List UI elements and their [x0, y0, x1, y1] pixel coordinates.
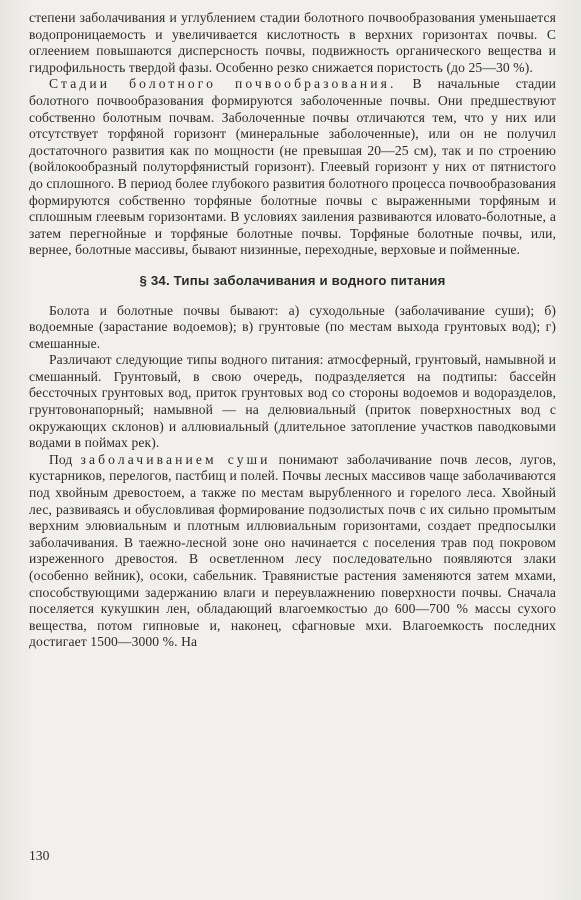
- spaced-term: Стадии болотного почвообразования.: [49, 76, 397, 92]
- section-heading: § 34. Типы заболачивания и водного питания: [139, 272, 446, 288]
- paragraph-2-text: В начальные стадии болотного почвообразования формируются заболоченные почвы. Они предшествуют собственно болотным почвам. Заболоченные почвы отличаются тем, что у них или отсутствует торфяной горизонт (минеральные заболоченные), или он не получил достаточного развития как по мощности (не превышая 20—25 см), так и по строению (войлокообразный полуторфянистый горизонт). Глеевый горизонт у них от пятнистого до сплошного. В период более глубокого развития болотного процесса почвообразования формируются собственно торфяные болотные почвы с выраженными торфяным и сплошным глеевым горизонтами. В условиях заиления развиваются иловато-болотные, а затем перегнойные и торфяные болотные почвы. Торфяные болотные почвы, или, вернее, болотные массивы, бывают низинные, переходные, верховые и пойменные.: [29, 76, 556, 258]
- paragraph-2: [29, 76, 556, 259]
- paragraph-5-prefix: Под: [49, 451, 81, 467]
- paragraph-1: степени заболачивания и углублением стадии болотного почвообразования уменьшается водопроницаемость и увеличивается кислотность в верхних горизонтах почвы. С оглеением повышаются дисперсность почвы, подвижность органического вещества и гидрофильность твердой фазы. Особенно резко снижается пористость (до 25—30 %).: [29, 10, 556, 75]
- body-text: [29, 10, 556, 651]
- spaced-term: заболачиванием суши: [80, 451, 271, 467]
- page-number: 130: [29, 848, 50, 863]
- paragraph-4: Различают следующие типы водного питания: атмосферный, грунтовый, намывной и смешанный. Грунтовый, в свою очередь, подразделяется на подтипы: бассейн бессточных грунтовых вод, приток грунтовых вод со стороны водоемов и водоразделов, грунтовонапорный; намывной — на делювиальный (приток поверхностных вод с окружающих склонов) и аллювиальный (длительное затопление участков паводковыми водами в поймах рек).: [29, 352, 556, 451]
- paragraph-5-text: понимают заболачивание почв лесов, лугов, кустарников, перелогов, пастбищ и полей. Почвы лесных массивов чаще заболачиваются под хвойным древостоем, а также по местам вырубленного и горелого леса. Хвойный лес, развиваясь и обусловливая формирование подзолистых почв с их сильно промытым верхним элювиальным и плотным иллювиальным горизонтами, создает предпосылки заболачивания. В таежно-лесной зоне оно начинается с поселения трав под покровом изреженного древостоя. В осветленном лесу последовательно появляются злаки (особенно вейник), осоки, сабельник. Травянистые растения заменяются затем мхами, способствующими задержанию влаги и переувлажнению поверхности почвы. Сначала поселяется кукушкин лен, обладающий влагоемкостью до 600—700 % массы сухого вещества, потом гипновые и, наконец, сфагновые мхи. Влагоемкость последних достигает 1500—3000 %. На: [29, 451, 556, 650]
- paragraph-5: [29, 452, 556, 651]
- paragraph-3: Болота и болотные почвы бывают: а) суходольные (заболачивание суши); б) водоемные (зарастание водоемов); в) грунтовые (по местам выхода грунтовых вод); г) смешанные.: [29, 302, 556, 351]
